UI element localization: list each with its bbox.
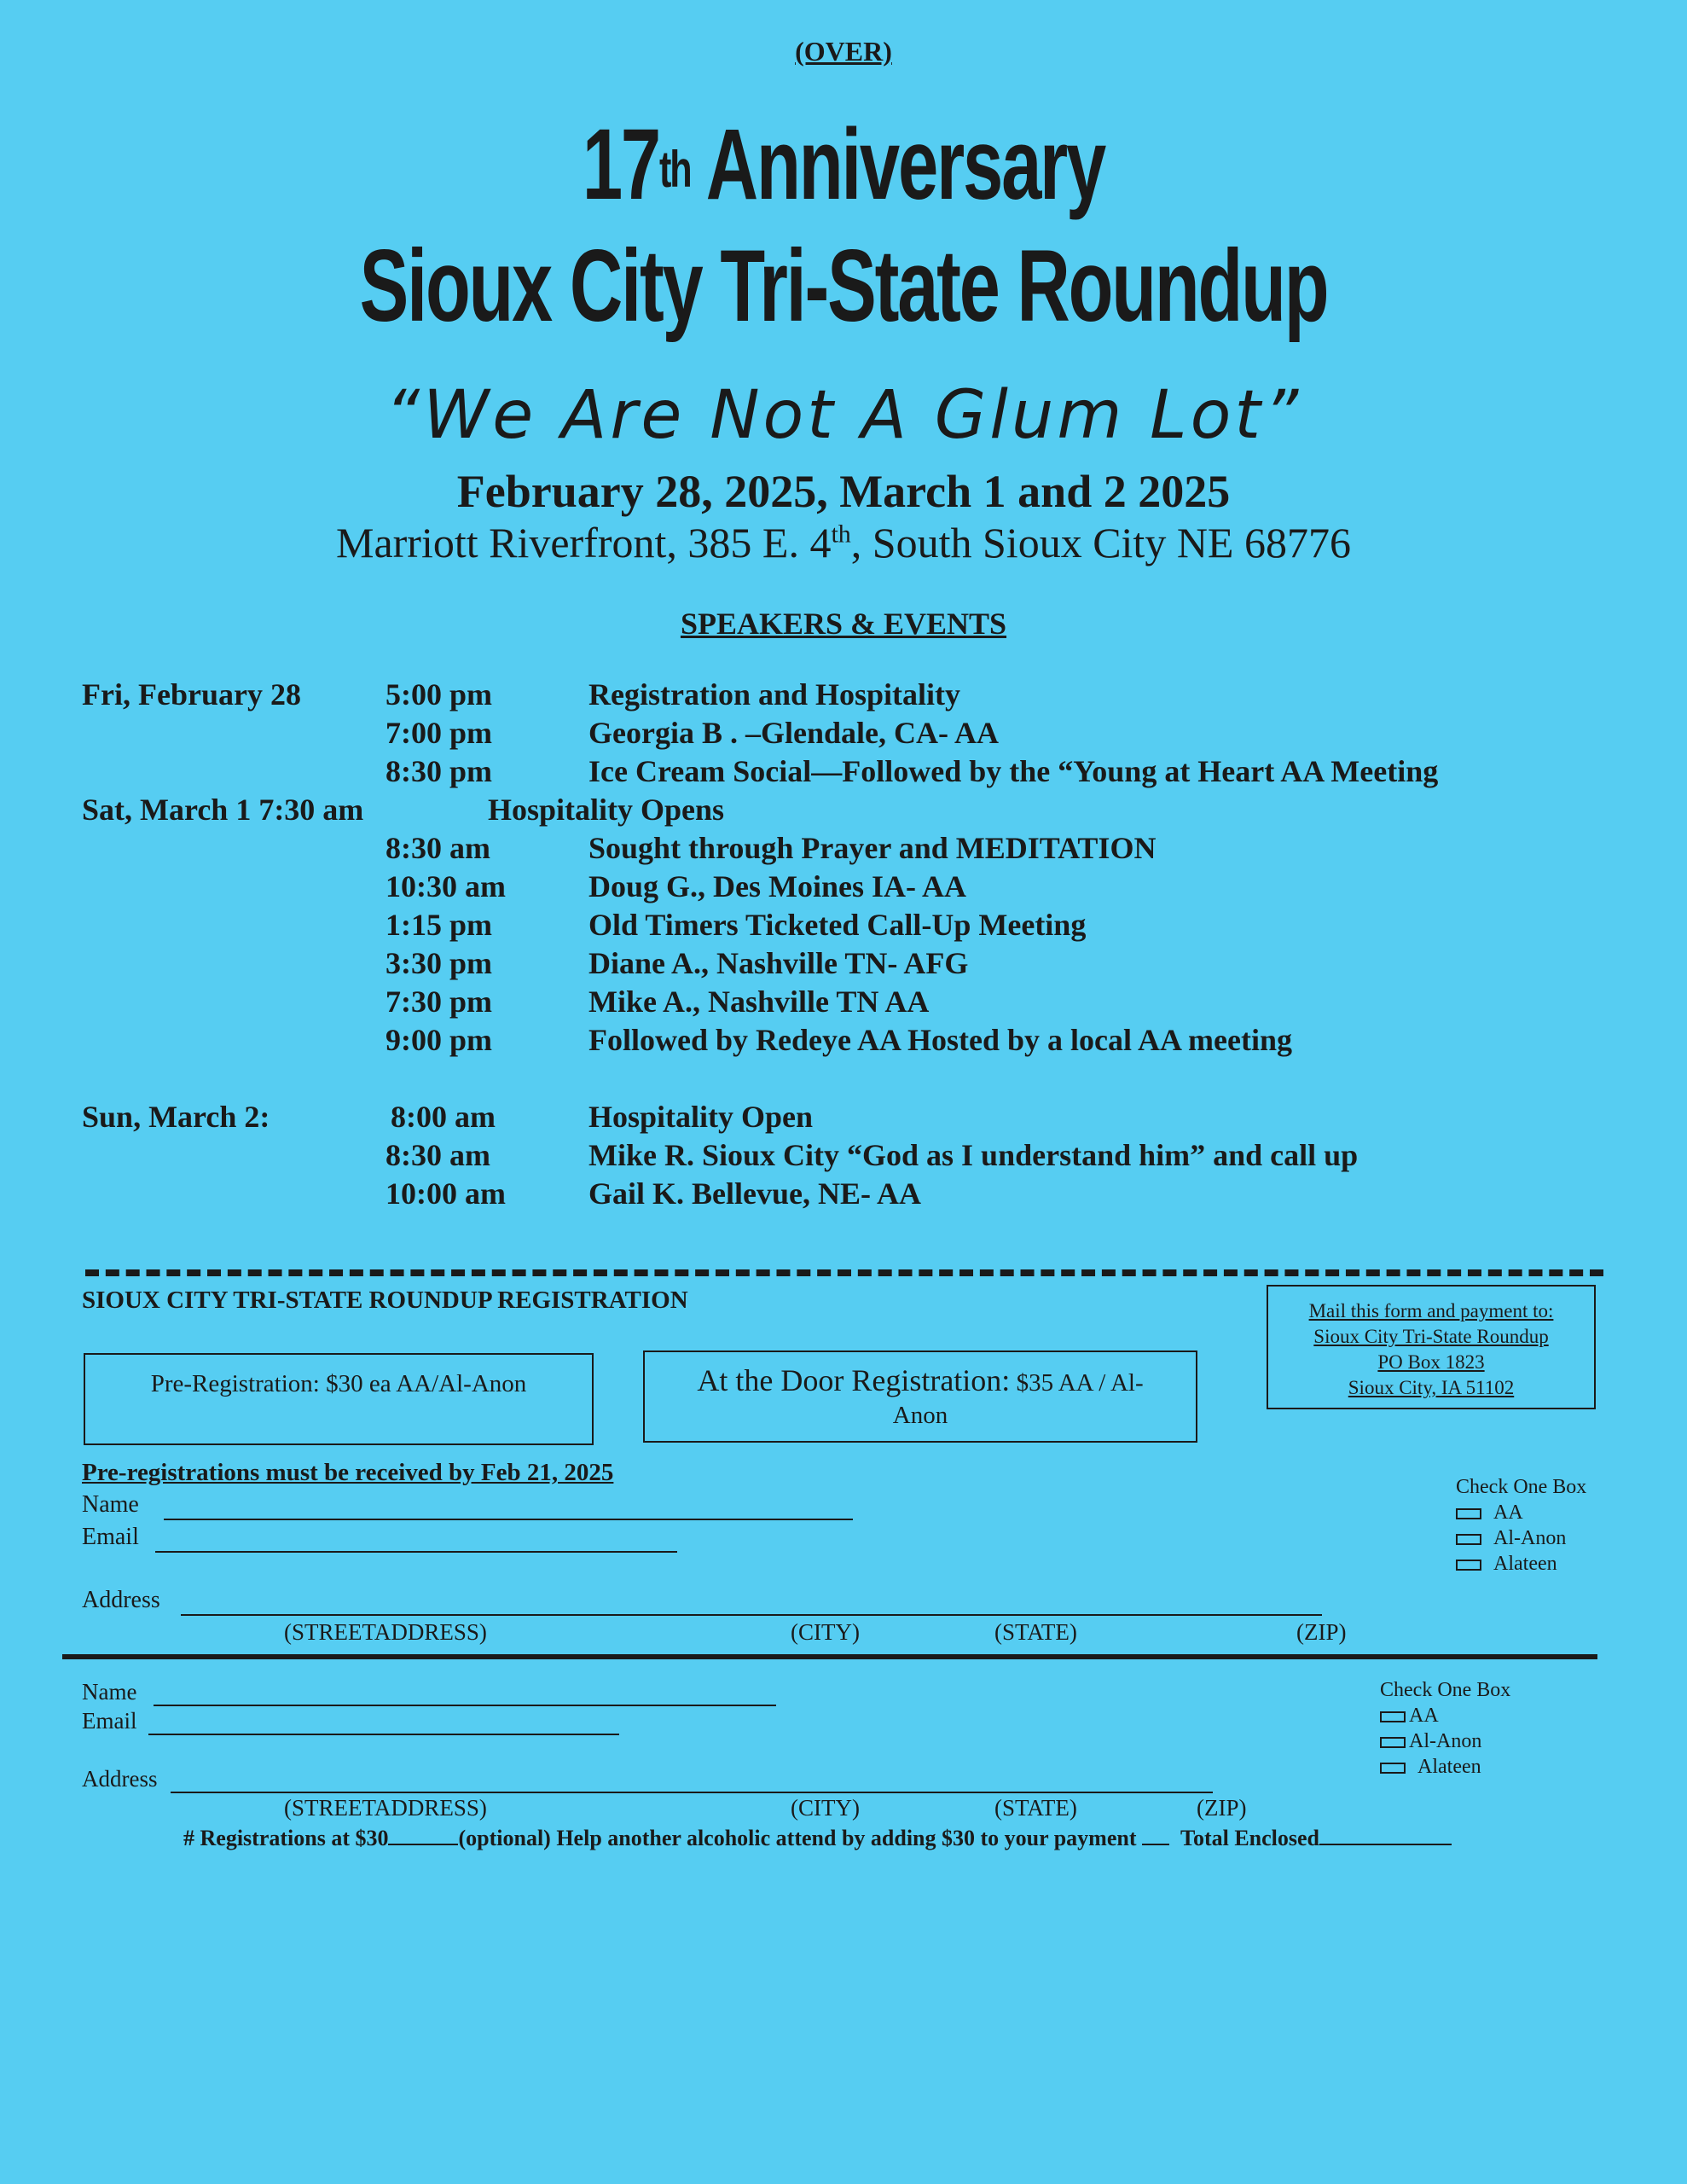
- street-caption: (STREETADDRESS): [284, 1619, 487, 1645]
- title-line-2: [0, 230, 1687, 341]
- checkbox[interactable]: [1456, 1560, 1481, 1571]
- registrations-count-label: # Registrations at $30: [183, 1826, 389, 1850]
- event: Gail K. Bellevue, NE- AA: [588, 1176, 921, 1211]
- payment-line: [183, 1826, 1452, 1851]
- option-al-anon[interactable]: Al-Anon: [1456, 1527, 1566, 1550]
- address-field[interactable]: [181, 1614, 1322, 1616]
- mail-line: Mail this form and payment to:: [1308, 1300, 1554, 1321]
- checkbox[interactable]: [1456, 1508, 1481, 1519]
- checkbox[interactable]: [1380, 1711, 1406, 1722]
- cut-line: [85, 1269, 1603, 1276]
- event: Followed by Redeye AA Hosted by a local AA meeting: [588, 1023, 1292, 1057]
- time: 7:30 pm: [386, 985, 492, 1019]
- address-label: Address: [82, 1587, 160, 1613]
- event: Diane A., Nashville TN- AFG: [588, 946, 969, 980]
- venue-part-1: Marriott Riverfront, 385 E. 4: [336, 519, 832, 566]
- address-field[interactable]: [171, 1792, 1213, 1793]
- option-al-anon[interactable]: Al-Anon: [1380, 1730, 1481, 1753]
- option-alateen[interactable]: Alateen: [1456, 1553, 1557, 1576]
- name-field[interactable]: [164, 1519, 853, 1520]
- speakers-heading: SPEAKERS & EVENTS: [680, 607, 1007, 641]
- option-alateen[interactable]: Alateen: [1380, 1756, 1481, 1779]
- checkbox[interactable]: [1380, 1763, 1406, 1774]
- time: 3:30 pm: [386, 946, 492, 980]
- tagline: “We Are Not A Glum Lot”: [385, 377, 1302, 454]
- email-label: Email: [82, 1524, 139, 1550]
- door-registration-box: [643, 1350, 1197, 1443]
- total-enclosed-field[interactable]: [1319, 1844, 1452, 1845]
- time: 10:00 am: [386, 1176, 506, 1211]
- event: Old Timers Ticketed Call-Up Meeting: [588, 908, 1087, 942]
- total-enclosed-label: Total Enclosed: [1180, 1826, 1320, 1850]
- time: 8:00 am: [391, 1100, 496, 1134]
- time: 8:30 pm: [386, 754, 492, 788]
- registrations-count-field[interactable]: [388, 1844, 458, 1845]
- door-price-cont: Anon: [892, 1402, 948, 1429]
- door-price: $35 AA / Al-: [1010, 1369, 1144, 1397]
- event: Georgia B . –Glendale, CA- AA: [588, 716, 999, 750]
- event: Doug G., Des Moines IA- AA: [588, 869, 967, 903]
- time: 10:30 am: [386, 869, 506, 903]
- venue-ordinal: th: [831, 520, 851, 549]
- event-name: Sioux City Tri-State Roundup: [359, 229, 1328, 343]
- title-anniversary: Anniversary: [705, 108, 1105, 221]
- city-caption: (CITY): [791, 1795, 860, 1821]
- name-label: Name: [82, 1491, 139, 1518]
- zip-caption: (ZIP): [1296, 1619, 1347, 1645]
- mail-line: Sioux City, IA 51102: [1348, 1377, 1515, 1398]
- donation-field[interactable]: [1142, 1844, 1169, 1845]
- check-one-title: Check One Box: [1456, 1476, 1587, 1498]
- street-caption: (STREETADDRESS): [284, 1795, 487, 1821]
- check-one-title: Check One Box: [1380, 1679, 1511, 1701]
- time: 8:30 am: [386, 831, 490, 865]
- day-friday: Fri, February 28: [82, 677, 301, 712]
- day-sunday: Sun, March 2:: [82, 1100, 270, 1134]
- name-field[interactable]: [154, 1705, 776, 1706]
- form-divider: [62, 1654, 1597, 1659]
- time: 8:30 am: [386, 1138, 490, 1172]
- title-number: 17: [582, 108, 660, 221]
- event: Mike R. Sioux City “God as I understand him” and call up: [588, 1138, 1359, 1172]
- event: Mike A., Nashville TN AA: [588, 985, 930, 1019]
- pre-registration-box: Pre-Registration: $30 ea AA/Al-Anon: [84, 1353, 594, 1445]
- door-label: At the Door Registration:: [697, 1363, 1011, 1397]
- state-caption: (STATE): [994, 1619, 1077, 1645]
- address-label: Address: [82, 1766, 158, 1792]
- title-ordinal: th: [659, 141, 691, 198]
- mail-to-box: [1267, 1285, 1596, 1409]
- zip-caption: (ZIP): [1197, 1795, 1247, 1821]
- email-field[interactable]: [155, 1551, 677, 1553]
- day-saturday: Sat, March 1 7:30 am: [82, 793, 364, 827]
- time: 5:00 pm: [386, 677, 492, 712]
- checkbox[interactable]: [1456, 1534, 1481, 1545]
- event: Sought through Prayer and MEDITATION: [588, 831, 1157, 865]
- event-dates: February 28, 2025, March 1 and 2 2025: [456, 466, 1231, 517]
- over-note: (OVER): [795, 36, 892, 67]
- checkbox[interactable]: [1380, 1737, 1406, 1748]
- title-line-1: [0, 109, 1687, 220]
- event: Registration and Hospitality: [588, 677, 961, 712]
- venue-part-2: , South Sioux City NE 68776: [850, 519, 1351, 566]
- time: 1:15 pm: [386, 908, 492, 942]
- option-aa[interactable]: AA: [1456, 1502, 1523, 1525]
- time: 7:00 pm: [386, 716, 492, 750]
- event: Hospitality Opens: [488, 793, 725, 827]
- mail-line: Sioux City Tri-State Roundup: [1313, 1326, 1549, 1347]
- email-label: Email: [82, 1708, 137, 1734]
- registration-title: SIOUX CITY TRI-STATE ROUNDUP REGISTRATION: [82, 1287, 688, 1314]
- event: Hospitality Open: [588, 1100, 814, 1134]
- option-aa[interactable]: AA: [1380, 1705, 1439, 1728]
- city-caption: (CITY): [791, 1619, 860, 1645]
- deadline-note: Pre-registrations must be received by Feb 21, 2025: [82, 1459, 614, 1486]
- email-field[interactable]: [148, 1734, 619, 1735]
- name-label: Name: [82, 1679, 137, 1705]
- state-caption: (STATE): [994, 1795, 1077, 1821]
- optional-donation-label: (optional) Help another alcoholic attend by adding $30 to your payment: [458, 1826, 1137, 1850]
- time: 9:00 pm: [386, 1023, 492, 1057]
- event: Ice Cream Social—Followed by the “Young at Heart AA Meeting: [588, 754, 1439, 788]
- mail-line: PO Box 1823: [1377, 1351, 1485, 1373]
- venue: [0, 518, 1687, 567]
